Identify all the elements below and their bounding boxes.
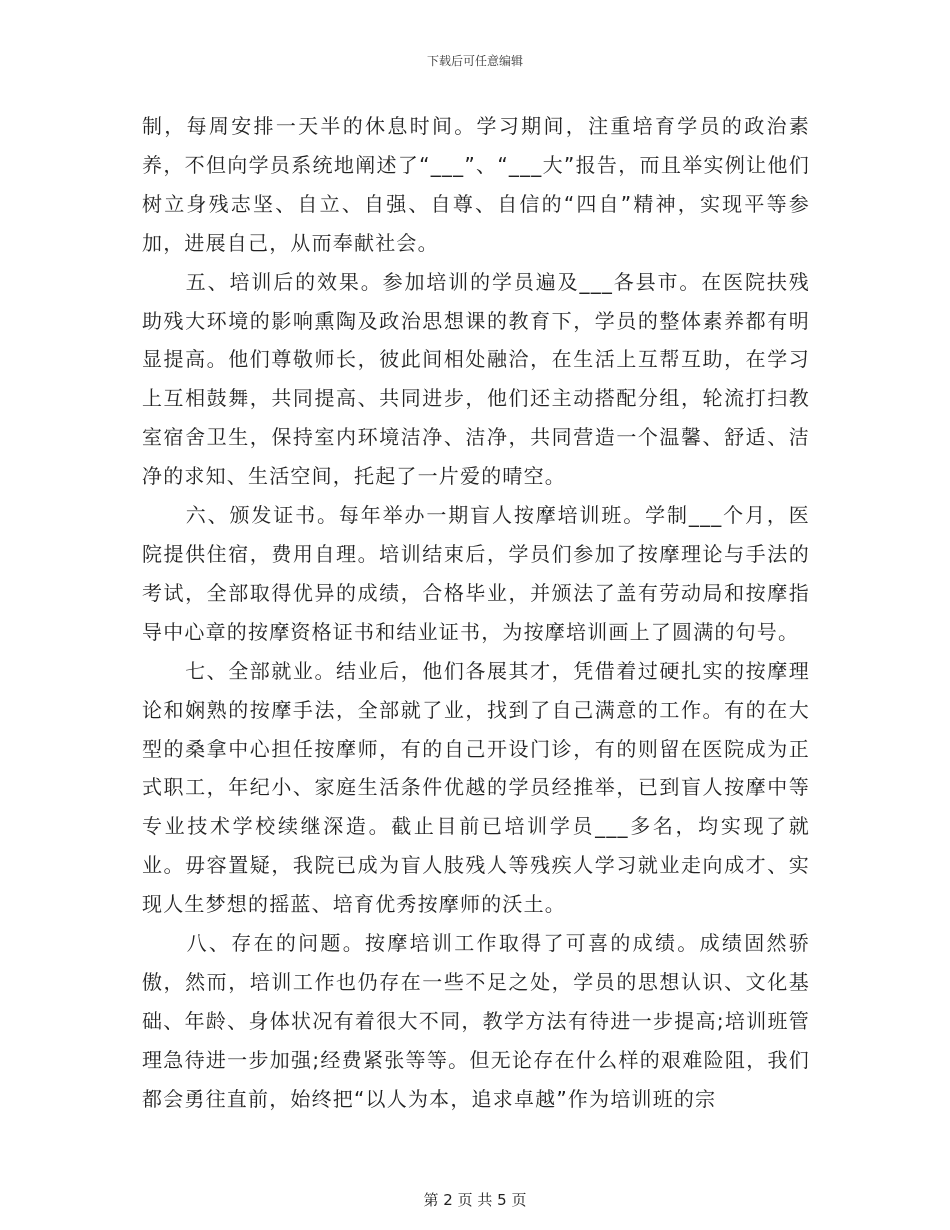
page-number-footer: 第 2 页 共 5 页	[423, 1191, 527, 1209]
paragraph-section-5: 五、培训后的效果。参加培训的学员遍及___各县市。在医院扶残助残大环境的影响熏陶及政治思想课的教育下，学员的整体素养都有明显提高。他们尊敬师长，彼此间相处融洽，在生活上互帮互助，在学习上互相鼓舞，共同提高、共同进步，他们还主动搭配分组，轮流打扫教室宿舍卫生，保持室内环境洁净、洁净，共同营造一个温馨、舒适、洁净的求知、生活空间，托起了一片爱的晴空。	[142, 269, 810, 489]
paragraph-section-8: 八、存在的问题。按摩培训工作取得了可喜的成绩。成绩固然骄傲，然而，培训工作也仍存在一些不足之处，学员的思想认识、文化基础、年龄、身体状况有着很大不同，教学方法有待进一步提高;培训班管理急待进一步加强;经费紧张等等。但无论存在什么样的艰难险阻，我们都会勇往直前，始终把“以人为本，追求卓越”作为培训班的宗	[142, 931, 810, 1111]
page-header: 下载后可任意编辑	[426, 54, 523, 68]
paragraph-continuation: 制，每周安排一天半的休息时间。学习期间，注重培育学员的政治素养，不但向学员系统地阐述了“___”、“___大”报告，而且举实例让他们树立身残志坚、自立、自强、自尊、自信的“四自”精神，实现平等参加，进展自己，从而奉献社会。	[142, 114, 810, 255]
paragraph-section-7: 七、全部就业。结业后，他们各展其才，凭借着过硬扎实的按摩理论和娴熟的按摩手法，全部就了业，找到了自己满意的工作。有的在大型的桑拿中心担任按摩师，有的自己开设门诊，有的则留在医院成为正式职工，年纪小、家庭生活条件优越的学员经推举，已到盲人按摩中等专业技术学校续继深造。截止目前已培训学员___多名，均实现了就业。毋容置疑，我院已成为盲人肢残人等残疾人学习就业走向成才、实现人生梦想的摇蓝、培育优秀按摩师的沃土。	[142, 658, 810, 917]
paragraph-section-6: 六、颁发证书。每年举办一期盲人按摩培训班。学制___个月，医院提供住宿，费用自理。培训结束后，学员们参加了按摩理论与手法的考试，全部取得优异的成绩，合格毕业，并颁法了盖有劳动局和按摩指导中心章的按摩资格证书和结业证书，为按摩培训画上了圆满的句号。	[142, 503, 810, 644]
document-body	[142, 107, 810, 1119]
